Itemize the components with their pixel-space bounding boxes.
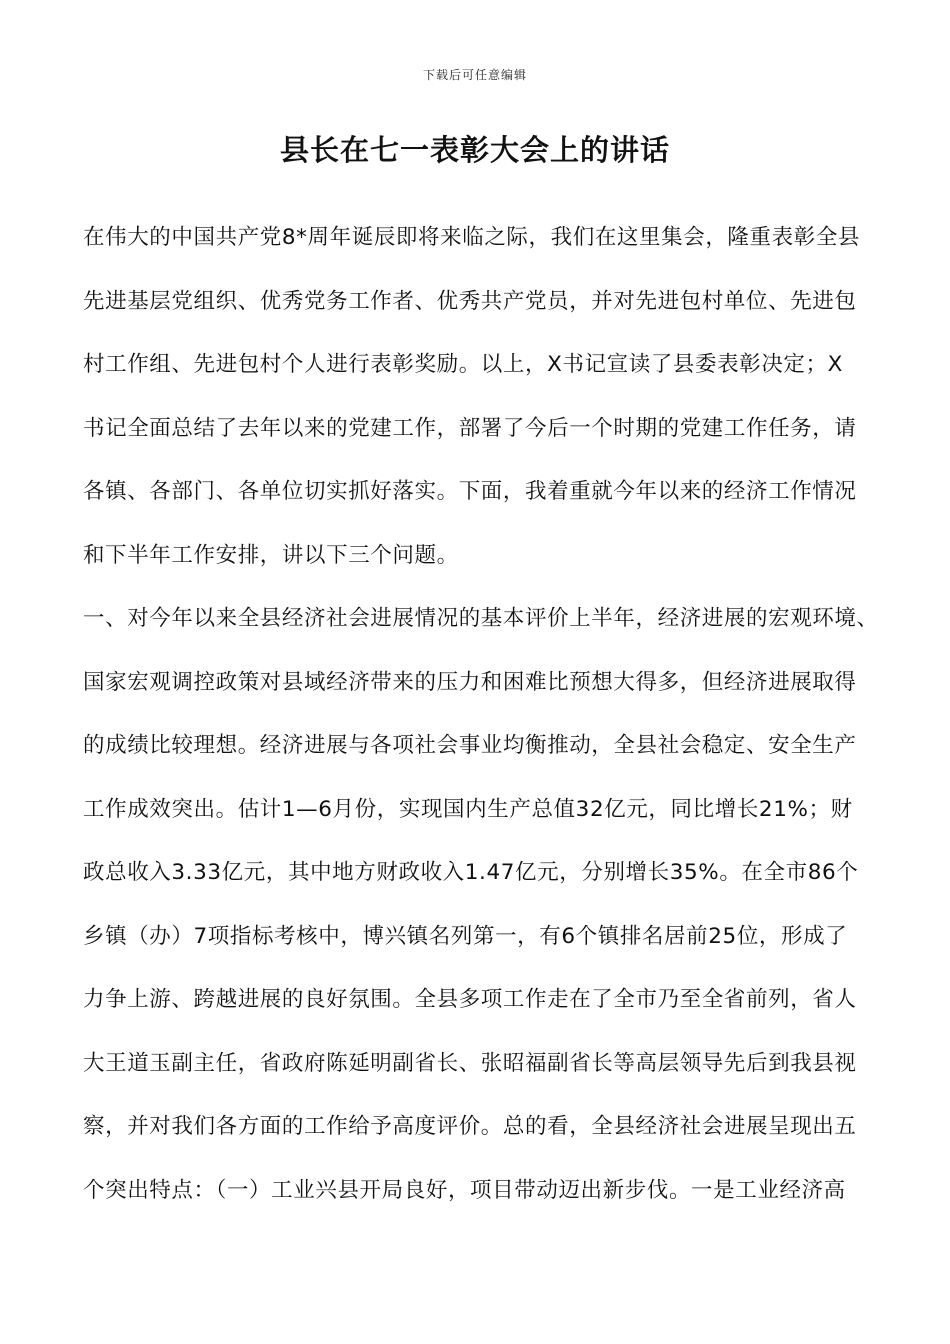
body-line: 在伟大的中国共产党8*周年诞辰即将来临之际，我们在这里集会，隆重表彰全县 — [83, 225, 861, 250]
body-line: 村工作组、先进包村个人进行表彰奖励。以上，X书记宣读了县委表彰决定；X — [83, 352, 843, 377]
body-line: 乡镇（办）7项指标考核中，博兴镇名列第一，有6个镇排名居前25位，形成了 — [83, 923, 848, 949]
body-line: 的成绩比较理想。经济进展与各项社会事业均衡推动，全县社会稳定、安全生产 — [83, 733, 857, 758]
body-line: 察，并对我们各方面的工作给予高度评价。总的看，全县经济社会进展呈现出五 — [83, 1114, 857, 1139]
document-title: 县长在七一表彰大会上的讲话 — [279, 133, 670, 167]
header-note: 下载后可任意编辑 — [422, 68, 527, 82]
body-line: 工作成效突出。估计1—6月份，实现国内生产总值32亿元，同比增长21%；财 — [83, 796, 853, 822]
body-line: 先进基层党组织、优秀党务工作者、优秀共产党员，并对先进包村单位、先进包 — [83, 288, 857, 314]
body-line: 各镇、各部门、各单位切实抓好落实。下面，我着重就今年以来的经济工作情况 — [83, 479, 857, 504]
body-line: 大王道玉副主任，省政府陈延明副省长、张昭福副省长等高层领导先后到我县视 — [83, 1050, 857, 1076]
body-line: 力争上游、跨越进展的良好氛围。全县多项工作走在了全市乃至全省前列，省人 — [83, 987, 857, 1012]
body-line: 书记全面总结了去年以来的党建工作，部署了今后一个时期的党建工作任务，请 — [83, 415, 857, 441]
body-line: 国家宏观调控政策对县域经济带来的压力和困难比预想大得多，但经济进展取得 — [83, 669, 857, 695]
body-line: 一、对今年以来全县经济社会进展情况的基本评价上半年，经济进展的宏观环境、 — [83, 606, 879, 631]
body-line: 个突出特点：（一）工业兴县开局良好，项目带动迈出新步伐。一是工业经济高 — [83, 1177, 846, 1203]
body-line: 政总收入3.33亿元，其中地方财政收入1.47亿元，分别增长35%。在全市86个 — [83, 860, 859, 885]
document-body — [83, 220, 879, 1236]
body-line: 和下半年工作安排，讲以下三个问题。 — [83, 542, 459, 568]
